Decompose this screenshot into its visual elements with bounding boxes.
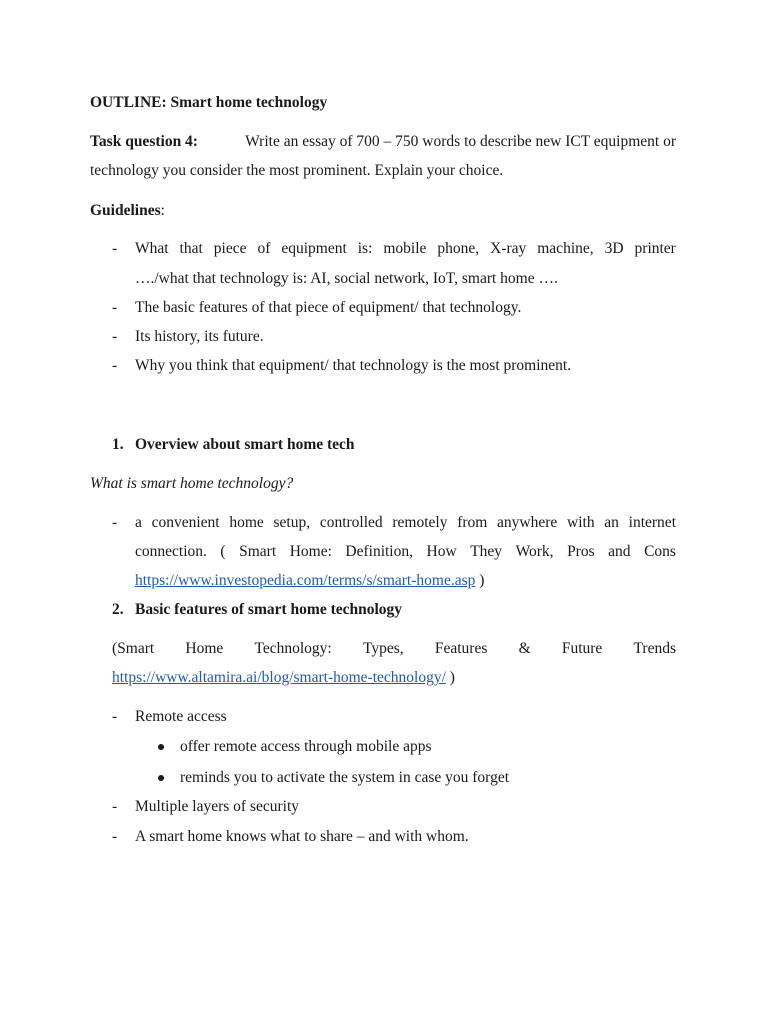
- feature-security: Multiple layers of security: [135, 798, 299, 815]
- word: of: [257, 240, 271, 257]
- section-1-question: What is smart home technology?: [90, 475, 294, 492]
- word: controlled: [319, 514, 383, 531]
- investopedia-link[interactable]: https://www.investopedia.com/terms/s/smart-home.asp: [135, 572, 476, 589]
- section-1-title: Overview about smart home tech: [135, 436, 355, 453]
- feature-dash-3: -: [112, 828, 118, 845]
- outline-heading: OUTLINE: Smart home technology: [90, 94, 328, 111]
- word: from: [457, 514, 488, 531]
- task-question-line2: technology you consider the most prominent. Explain your choice.: [90, 162, 504, 179]
- word: Cons: [644, 543, 676, 560]
- word: printer: [634, 240, 676, 257]
- word: Types,: [362, 640, 404, 657]
- guideline-item-1-line1: [135, 240, 676, 258]
- word: convenient: [151, 514, 220, 531]
- guideline-dash-1: -: [112, 240, 118, 257]
- word: phone,: [437, 240, 480, 257]
- word: connection.: [135, 543, 207, 560]
- word: (Smart: [112, 640, 155, 657]
- guideline-dash-4: -: [112, 357, 118, 374]
- feature-dash-2: -: [112, 798, 118, 815]
- task-question-text-1: Write an essay of 700 – 750 words to describe new ICT equipment or: [245, 133, 676, 150]
- guideline-dash-2: -: [112, 299, 118, 316]
- section-1-line2: [135, 543, 676, 561]
- task-question-label: Task question 4:: [90, 133, 198, 150]
- altamira-link[interactable]: https://www.altamira.ai/blog/smart-home-technology/: [112, 669, 446, 686]
- guideline-item-4: Why you think that equipment/ that technology is the most prominent.: [135, 357, 572, 374]
- feature-sub-item-2: reminds you to activate the system in case you forget: [180, 769, 510, 786]
- word: with: [567, 514, 595, 531]
- guidelines-heading: [90, 202, 165, 220]
- word: Smart: [239, 543, 277, 560]
- word: (: [220, 543, 226, 560]
- word: a: [135, 514, 142, 531]
- word: Features: [434, 640, 488, 657]
- task-question-line1: [90, 133, 676, 151]
- word: machine,: [537, 240, 594, 257]
- section-2-source-line2: [112, 669, 455, 687]
- section-2-number: 2.: [112, 601, 124, 618]
- guideline-item-1-line2: …./what that technology is: AI, social network, IoT, smart home ….: [135, 270, 558, 287]
- section-2-source-line1: [112, 640, 676, 658]
- word: anywhere: [497, 514, 558, 531]
- word: setup,: [273, 514, 311, 531]
- word: Technology:: [254, 640, 332, 657]
- section-1-link-line: [135, 572, 484, 590]
- link-suffix: ): [445, 669, 455, 686]
- word: &: [518, 640, 531, 657]
- bullet-icon: [158, 744, 164, 750]
- word: Pros: [567, 543, 595, 560]
- feature-sharing: A smart home knows what to share – and with whom.: [135, 828, 469, 845]
- section-1-line1: [135, 514, 676, 532]
- bullet-icon: [158, 775, 164, 781]
- section-1-dash: -: [112, 514, 118, 531]
- word: Future: [561, 640, 603, 657]
- word: equipment: [281, 240, 347, 257]
- word: is:: [357, 240, 373, 257]
- word: an: [604, 514, 619, 531]
- word: Trends: [633, 640, 676, 657]
- section-1-number: 1.: [112, 436, 124, 453]
- word: Home:: [289, 543, 332, 560]
- guideline-dash-3: -: [112, 328, 118, 345]
- guidelines-colon: :: [160, 202, 165, 219]
- word: 3D: [604, 240, 624, 257]
- word: piece: [213, 240, 247, 257]
- word: What: [135, 240, 169, 257]
- word: Home: [185, 640, 224, 657]
- word: remotely: [392, 514, 448, 531]
- word: Definition,: [345, 543, 413, 560]
- guideline-item-2: The basic features of that piece of equipment/ that technology.: [135, 299, 522, 316]
- feature-dash-1: -: [112, 708, 118, 725]
- word: How: [426, 543, 457, 560]
- word: home: [229, 514, 264, 531]
- section-2-title: Basic features of smart home technology: [135, 601, 403, 618]
- word: mobile: [383, 240, 427, 257]
- word: They: [470, 543, 503, 560]
- link-suffix: ): [475, 572, 485, 589]
- guideline-item-3: Its history, its future.: [135, 328, 264, 345]
- guidelines-label: Guidelines: [90, 202, 161, 219]
- word: X-ray: [490, 240, 527, 257]
- feature-sub-item-1: offer remote access through mobile apps: [180, 738, 432, 755]
- word: that: [179, 240, 203, 257]
- feature-remote-access: Remote access: [135, 708, 227, 725]
- word: and: [608, 543, 631, 560]
- word: Work,: [515, 543, 554, 560]
- word: internet: [628, 514, 676, 531]
